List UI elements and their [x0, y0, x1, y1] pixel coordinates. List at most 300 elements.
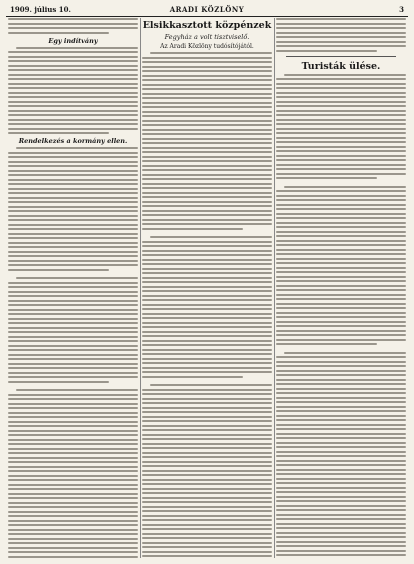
text-line [276, 428, 406, 430]
text-line [8, 161, 138, 163]
text-line [276, 536, 406, 538]
text-line [8, 484, 138, 486]
text-line [276, 383, 406, 385]
text-line [8, 96, 138, 98]
text-line [142, 322, 272, 324]
text-line [276, 23, 406, 25]
text-line [8, 282, 138, 284]
text-line [276, 437, 406, 439]
text-line [276, 128, 406, 130]
text-line [276, 518, 406, 520]
text-line [142, 488, 272, 490]
text-line [142, 515, 272, 517]
text-line [8, 215, 138, 217]
text-line [276, 32, 406, 34]
text-line [142, 555, 272, 557]
text-line [276, 397, 406, 399]
text-line [142, 169, 272, 171]
text-line [276, 482, 406, 484]
section-divider [286, 56, 396, 57]
text-line [142, 335, 272, 337]
text-line [142, 429, 272, 431]
text-line [8, 264, 138, 266]
text-line [8, 101, 138, 103]
text-line [276, 285, 406, 287]
text-line [8, 511, 138, 513]
text-line [276, 45, 406, 47]
text-line [142, 407, 272, 409]
text-line [276, 280, 406, 282]
text-line [142, 263, 272, 265]
text-line [142, 299, 272, 301]
text-line [276, 244, 406, 246]
text-line [142, 120, 272, 122]
text-line [142, 367, 272, 369]
body-text-block [276, 74, 406, 559]
text-line [8, 92, 138, 94]
text-line [150, 384, 272, 386]
body-text-block [142, 52, 272, 558]
text-line [8, 416, 138, 418]
text-line [276, 379, 406, 381]
text-line [276, 446, 406, 448]
text-line [276, 527, 406, 529]
text-line [276, 505, 406, 507]
text-line [8, 542, 138, 544]
text-line [8, 381, 109, 383]
text-line [8, 152, 138, 154]
text-line [142, 174, 272, 176]
text-line [276, 491, 406, 493]
text-line [8, 237, 138, 239]
text-line [8, 430, 138, 432]
text-line [284, 74, 406, 76]
text-line [276, 231, 406, 233]
text-line [8, 128, 138, 130]
text-line [276, 509, 406, 511]
text-line [142, 492, 272, 494]
text-line [142, 75, 272, 77]
text-line [142, 66, 272, 68]
text-line [8, 114, 138, 116]
text-line [276, 240, 406, 242]
text-line [276, 433, 406, 435]
text-line [276, 419, 406, 421]
text-line [142, 245, 272, 247]
text-line [142, 501, 272, 503]
text-line [276, 334, 406, 336]
text-line [142, 250, 272, 252]
text-line [8, 246, 138, 248]
text-line [8, 210, 138, 212]
text-line [276, 110, 406, 112]
text-line [276, 554, 406, 556]
text-line [142, 61, 272, 63]
text-line [276, 159, 406, 161]
text-line [276, 316, 406, 318]
text-line [8, 224, 138, 226]
text-line [142, 533, 272, 535]
text-line [8, 110, 138, 112]
text-line [276, 487, 406, 489]
text-line [150, 236, 272, 238]
text-line [8, 533, 138, 535]
text-line [142, 470, 272, 472]
text-line [8, 547, 138, 549]
text-line [276, 87, 406, 89]
text-line [142, 196, 272, 198]
text-line [142, 393, 272, 395]
text-line [8, 349, 138, 351]
text-line [142, 376, 243, 378]
text-line [8, 188, 138, 190]
text-line [16, 389, 138, 391]
text-line [8, 123, 138, 125]
text-line [8, 434, 138, 436]
text-line [276, 101, 406, 103]
text-line [8, 394, 138, 396]
text-line [142, 241, 272, 243]
text-line [142, 349, 272, 351]
text-line [142, 93, 272, 95]
text-line [276, 105, 406, 107]
text-line [8, 183, 138, 185]
text-line [142, 97, 272, 99]
text-line [276, 294, 406, 296]
text-line [8, 69, 138, 71]
text-line [142, 223, 272, 225]
text-line [8, 105, 138, 107]
text-line [8, 506, 138, 508]
text-line [142, 84, 272, 86]
text-line [8, 291, 138, 293]
text-line [8, 174, 138, 176]
text-line [142, 183, 272, 185]
text-line [142, 542, 272, 544]
text-line [8, 538, 138, 540]
text-line [8, 23, 138, 25]
column-1 [8, 18, 138, 558]
text-line [276, 253, 406, 255]
text-line [276, 114, 406, 116]
text-line [142, 79, 272, 81]
text-line [8, 524, 138, 526]
text-line [142, 465, 272, 467]
text-line [8, 336, 138, 338]
text-line [276, 392, 406, 394]
text-line [8, 502, 138, 504]
text-line [142, 281, 272, 283]
text-line [276, 321, 406, 323]
text-line [8, 219, 138, 221]
text-line [276, 190, 406, 192]
text-line [8, 269, 109, 271]
text-line [8, 165, 138, 167]
text-line [8, 228, 138, 230]
text-line [142, 129, 272, 131]
text-line [276, 123, 406, 125]
text-line [8, 354, 138, 356]
text-line [8, 83, 138, 85]
text-line [8, 439, 138, 441]
body-text-block [8, 47, 138, 135]
text-line [142, 70, 272, 72]
text-line [276, 410, 406, 412]
text-line [142, 205, 272, 207]
text-line [276, 146, 406, 148]
section-heading: Rendelkezés a kormány ellen. [18, 137, 128, 145]
text-line [142, 286, 272, 288]
text-line [142, 411, 272, 413]
text-line [8, 358, 138, 360]
text-line [276, 523, 406, 525]
text-line [8, 407, 138, 409]
text-line [8, 132, 109, 134]
text-line [276, 330, 406, 332]
text-line [8, 515, 138, 517]
text-line [276, 401, 406, 403]
column-2 [142, 18, 272, 558]
text-line [8, 65, 138, 67]
text-line [276, 173, 406, 175]
text-line [8, 309, 138, 311]
text-line [142, 452, 272, 454]
text-line [8, 27, 138, 29]
text-line [276, 217, 406, 219]
text-line [8, 466, 138, 468]
text-line [8, 479, 138, 481]
text-line [8, 119, 138, 121]
text-line [8, 475, 138, 477]
text-line [276, 415, 406, 417]
text-line [276, 204, 406, 206]
text-line [276, 442, 406, 444]
text-line [142, 447, 272, 449]
text-line [142, 524, 272, 526]
text-line [276, 388, 406, 390]
text-line [142, 353, 272, 355]
text-line [142, 57, 272, 59]
text-line [16, 47, 138, 49]
text-line [142, 219, 272, 221]
text-line [142, 519, 272, 521]
text-line [8, 304, 138, 306]
text-line [8, 367, 138, 369]
text-line [8, 51, 138, 53]
text-line [276, 195, 406, 197]
text-line [150, 52, 272, 54]
masthead [6, 4, 408, 17]
text-line [142, 142, 272, 144]
text-line [8, 551, 138, 553]
article-title: Turisták ülése. [301, 60, 381, 72]
text-line [8, 363, 138, 365]
text-line [142, 402, 272, 404]
article-byline: Az Aradi Közlöny tudósítójától. [160, 43, 254, 50]
text-line [8, 242, 138, 244]
text-line [142, 304, 272, 306]
text-line [8, 295, 138, 297]
text-line [142, 192, 272, 194]
text-line [142, 326, 272, 328]
text-line [8, 448, 138, 450]
text-line [8, 520, 138, 522]
text-line [8, 556, 138, 558]
text-line [8, 345, 138, 347]
text-line [276, 96, 406, 98]
body-text-block [276, 18, 406, 52]
text-line [142, 214, 272, 216]
text-line [142, 461, 272, 463]
text-line [276, 164, 406, 166]
text-line [142, 537, 272, 539]
text-line [8, 493, 138, 495]
column-rule [140, 18, 141, 558]
text-line [276, 262, 406, 264]
text-line [142, 277, 272, 279]
page-number: 3 [399, 5, 404, 14]
text-line [8, 457, 138, 459]
text-line [8, 74, 138, 76]
text-line [142, 290, 272, 292]
text-line [276, 550, 406, 552]
text-line [8, 313, 138, 315]
text-line [8, 300, 138, 302]
text-line [276, 155, 406, 157]
text-line [276, 298, 406, 300]
text-line [142, 479, 272, 481]
text-line [276, 541, 406, 543]
text-line [276, 365, 406, 367]
column-rule [274, 18, 275, 558]
text-line [276, 141, 406, 143]
text-line [276, 312, 406, 314]
text-line [142, 165, 272, 167]
text-line [8, 529, 138, 531]
text-line [142, 443, 272, 445]
text-line [276, 199, 406, 201]
text-line [142, 295, 272, 297]
text-line [8, 331, 138, 333]
text-line [276, 339, 406, 341]
text-line [142, 178, 272, 180]
text-line [142, 506, 272, 508]
text-line [142, 115, 272, 117]
text-line [276, 150, 406, 152]
text-line [8, 488, 138, 490]
text-line [276, 92, 406, 94]
text-line [8, 78, 138, 80]
text-line [8, 327, 138, 329]
text-line [8, 322, 138, 324]
text-line [8, 376, 138, 378]
text-line [276, 271, 406, 273]
text-line [142, 133, 272, 135]
text-line [276, 406, 406, 408]
text-line [142, 510, 272, 512]
text-line [284, 352, 406, 354]
text-line [276, 18, 406, 20]
text-line [276, 500, 406, 502]
text-line [8, 18, 138, 20]
text-line [8, 179, 138, 181]
text-line [276, 424, 406, 426]
text-line [142, 210, 272, 212]
text-line [142, 124, 272, 126]
text-line [276, 41, 406, 43]
text-line [8, 398, 138, 400]
text-line [142, 340, 272, 342]
section-heading: Egy indítvány [48, 36, 98, 45]
text-line [276, 478, 406, 480]
text-line [276, 168, 406, 170]
text-line [142, 272, 272, 274]
text-line [8, 197, 138, 199]
text-line [276, 307, 406, 309]
text-line [8, 340, 138, 342]
text-line [8, 286, 138, 288]
text-line [276, 83, 406, 85]
text-line [276, 119, 406, 121]
text-line [142, 456, 272, 458]
text-line [8, 60, 138, 62]
text-line [8, 403, 138, 405]
newspaper-page [6, 4, 408, 560]
text-line [276, 213, 406, 215]
text-line [142, 344, 272, 346]
text-line [142, 416, 272, 418]
text-line [142, 160, 272, 162]
text-line [8, 470, 138, 472]
text-line [276, 235, 406, 237]
text-line [276, 473, 406, 475]
text-line [142, 254, 272, 256]
text-line [142, 151, 272, 153]
text-line [8, 372, 138, 374]
article-subtitle: Fegyház a volt tisztviselő. [164, 33, 250, 41]
text-line [142, 156, 272, 158]
text-line [142, 187, 272, 189]
text-line [142, 106, 272, 108]
text-line [142, 147, 272, 149]
text-line [142, 362, 272, 364]
text-line [142, 111, 272, 113]
text-line [142, 389, 272, 391]
text-line [8, 497, 138, 499]
text-line [276, 303, 406, 305]
text-line [276, 464, 406, 466]
text-line [142, 138, 272, 140]
text-line [8, 443, 138, 445]
text-line [276, 469, 406, 471]
text-line [8, 32, 109, 34]
text-line [276, 451, 406, 453]
body-text-block [8, 18, 138, 34]
text-line [276, 496, 406, 498]
text-line [276, 249, 406, 251]
text-line [276, 460, 406, 462]
text-line [142, 398, 272, 400]
text-line [8, 201, 138, 203]
text-line [276, 455, 406, 457]
text-line [8, 461, 138, 463]
text-line [276, 325, 406, 327]
text-line [142, 474, 272, 476]
text-line [8, 192, 138, 194]
text-line [276, 545, 406, 547]
text-line [8, 421, 138, 423]
text-line [8, 206, 138, 208]
